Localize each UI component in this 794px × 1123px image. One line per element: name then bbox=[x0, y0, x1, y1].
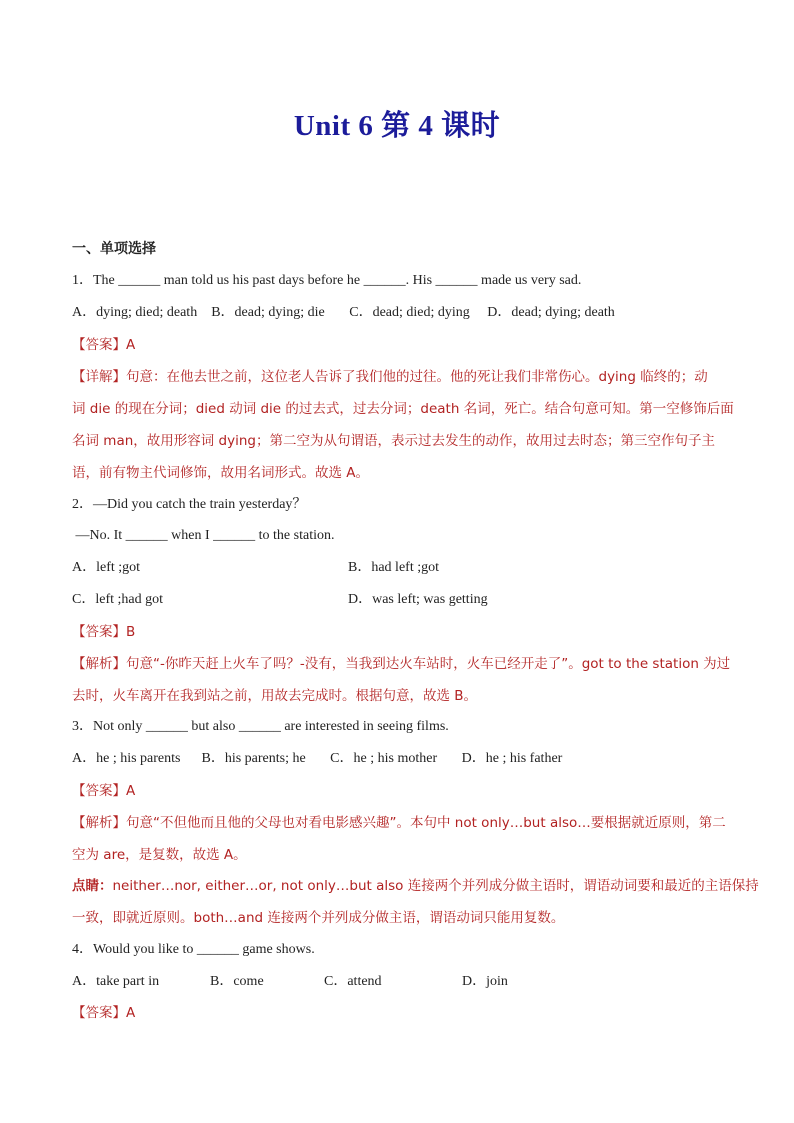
question-3-options: A．he ; his parents B．his parents; he C．he ; his mother D．he ; his father bbox=[72, 751, 563, 766]
question-1-explain-line-2: 词 die 的现在分词；died 动词 die 的过去式，过去分词；death 名词，死亡。结合句意可知。第一空修饰后面 bbox=[72, 401, 734, 417]
question-4-option-b: B．come bbox=[210, 974, 264, 989]
question-2-option-a: A．left ;got bbox=[72, 560, 141, 575]
explain-label: 【解析】 bbox=[72, 815, 126, 831]
explain-label: 【解析】 bbox=[72, 656, 126, 672]
question-2-explain-line-1: 【解析】句意“-你昨天赶上火车了吗？-没有，当我到达火车站时，火车已经开走了”。got to the station 为过 bbox=[72, 656, 731, 672]
question-3-point-line-1: 点睛：neither…nor, either…or, not only…but also 连接两个并列成分做主语时，谓语动词要和最近的主语保持 bbox=[72, 878, 759, 894]
question-2-explain-line-2: 去时，火车离开在我到站之前，用故去完成时。根据句意，故选 B。 bbox=[72, 688, 478, 704]
answer-value: A bbox=[126, 337, 136, 353]
answer-label: 【答案】 bbox=[72, 624, 126, 640]
question-1-explain-line-3: 名词 man，故用形容词 dying；第二空为从句谓语，表示过去发生的动作，故用过去时态；第三空作句子主 bbox=[72, 433, 715, 449]
explain-label: 【详解】 bbox=[72, 369, 126, 385]
question-4-option-c: C．attend bbox=[324, 974, 382, 989]
question-4-option-d: D．join bbox=[462, 974, 508, 989]
question-2-stem-1: 2．—Did you catch the train yesterday？ bbox=[72, 497, 307, 512]
question-2-option-b: B．had left ;got bbox=[348, 560, 439, 575]
question-3-explain-line-2: 空为 are，是复数，故选 A。 bbox=[72, 847, 247, 863]
question-3-answer bbox=[72, 781, 135, 802]
question-4-stem: 4．Would you like to ______ game shows. bbox=[72, 942, 315, 957]
page-title: Unit 6 第 4 课时 bbox=[293, 110, 501, 142]
section-heading: 一、单项选择 bbox=[72, 241, 156, 257]
answer-label: 【答案】 bbox=[72, 1005, 126, 1021]
question-1-options: A．dying; died; death B．dead; dying; die C．dead; died; dying D．dead; dying; death bbox=[72, 305, 615, 320]
question-1-stem: 1．The ______ man told us his past days before he ______. His ______ made us very sad. bbox=[72, 273, 582, 288]
question-3-point-line-2: 一致，即就近原则。both…and 连接两个并列成分做主语，谓语动词只能用复数。 bbox=[72, 910, 565, 926]
question-2-option-c: C．left ;had got bbox=[72, 592, 163, 607]
question-4-option-a: A．take part in bbox=[72, 974, 160, 989]
question-2-stem-2: —No. It ______ when I ______ to the station. bbox=[72, 528, 335, 543]
answer-value: A bbox=[126, 1005, 136, 1021]
answer-value: B bbox=[126, 624, 136, 640]
point-label: 点睛： bbox=[72, 878, 113, 894]
question-1-answer bbox=[72, 335, 135, 356]
question-1-explain-line-1: 【详解】句意：在他去世之前，这位老人告诉了我们他的过往。他的死让我们非常伤心。dying 临终的；动 bbox=[72, 369, 708, 385]
answer-value: A bbox=[126, 783, 136, 799]
question-2-option-d: D．was left; was getting bbox=[348, 592, 488, 607]
question-4-answer bbox=[72, 1003, 135, 1024]
question-1-explain-line-4: 语，前有物主代词修饰，故用名词形式。故选 A。 bbox=[72, 465, 370, 481]
answer-label: 【答案】 bbox=[72, 337, 126, 353]
question-2-answer bbox=[72, 622, 135, 643]
question-3-stem: 3．Not only ______ but also ______ are interested in seeing films. bbox=[72, 719, 449, 734]
answer-label: 【答案】 bbox=[72, 783, 126, 799]
question-3-explain-line-1: 【解析】句意“不但他而且他的父母也对看电影感兴趣”。本句中 not only…but also…要根据就近原则，第二 bbox=[72, 815, 726, 831]
